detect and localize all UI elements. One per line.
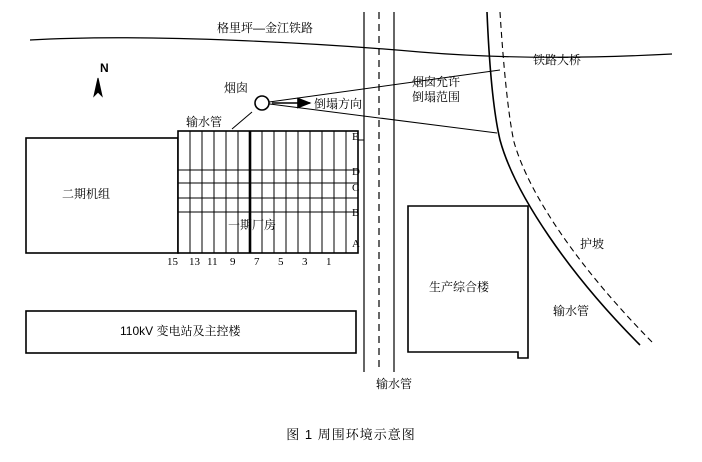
- compass-label: N: [100, 61, 109, 75]
- phase1-plant-label: 一期厂房: [228, 218, 277, 232]
- row-letter-C: C: [352, 182, 360, 194]
- row-letter-E: E: [352, 131, 359, 143]
- water-pipe-leader: [232, 112, 252, 129]
- collapse-direction-label: 倒塌方向: [314, 97, 363, 111]
- road-vertical-lines: [364, 12, 394, 372]
- phase2-unit-label: 二期机组: [62, 187, 111, 201]
- water-pipe-bottom-label: 输水管: [376, 377, 413, 391]
- col-number-7: 7: [254, 256, 260, 268]
- water-pipe-right-label: 输水管: [553, 304, 590, 318]
- railway-bridge-label: 铁路大桥: [533, 53, 582, 67]
- row-letter-D: D: [352, 166, 360, 178]
- collapse-range-label: [412, 75, 460, 105]
- col-number-13: 13: [189, 256, 200, 268]
- col-number-1: 1: [326, 256, 332, 268]
- figure-caption: 图 1 周围环境示意图: [286, 427, 416, 442]
- production-building-label: 生产综合楼: [429, 280, 490, 294]
- compass-arrow: [94, 78, 102, 96]
- row-letter-B: B: [352, 207, 360, 219]
- col-number-9: 9: [230, 256, 236, 268]
- chimney-label: 烟囱: [224, 81, 249, 95]
- substation-label: 110kV 变电站及主控楼: [120, 324, 241, 338]
- phase1-plant-building: [178, 131, 364, 253]
- slope-protection-label: 护坡: [580, 237, 605, 251]
- collapse-range-fan: [262, 70, 500, 133]
- water-pipe-top-label: 输水管: [186, 115, 223, 129]
- col-number-3: 3: [302, 256, 308, 268]
- col-number-5: 5: [278, 256, 284, 268]
- row-letter-A: A: [352, 238, 360, 250]
- col-number-15: 15: [167, 256, 178, 268]
- collapse-range-line1: 烟囱允许: [412, 75, 461, 89]
- col-number-11: 11: [207, 256, 218, 268]
- chimney-symbol: [255, 96, 269, 110]
- collapse-range-line2: 倒塌范围: [412, 90, 461, 104]
- railway-label: 格里坪—金江铁路: [216, 21, 314, 35]
